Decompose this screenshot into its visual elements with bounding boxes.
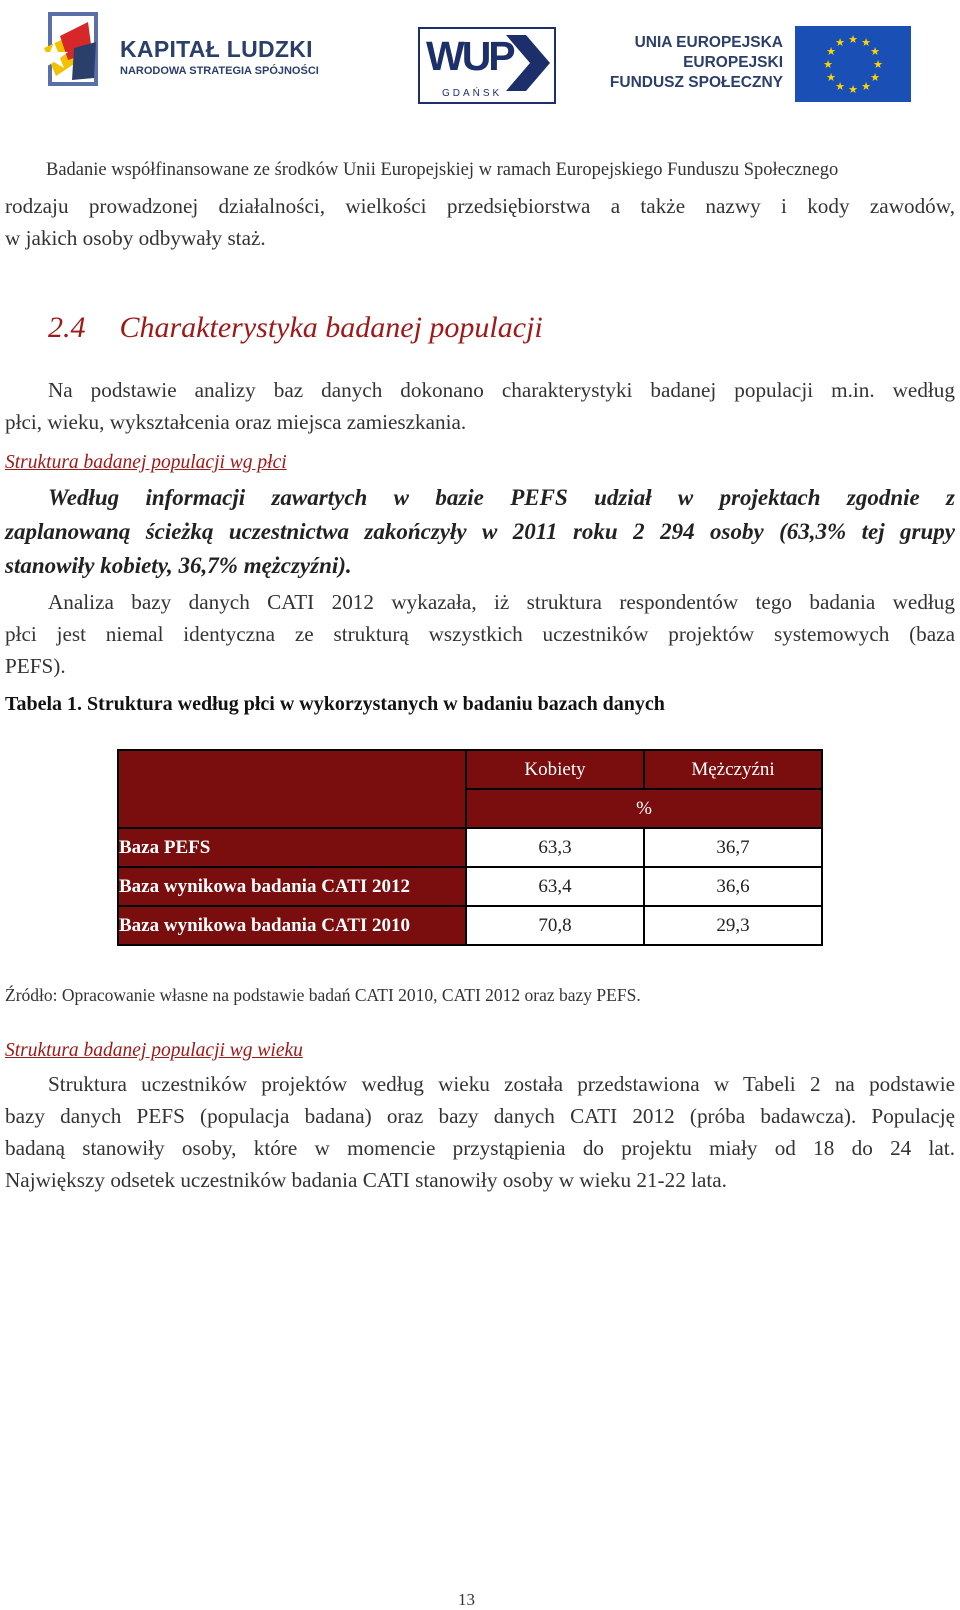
gender-para-line-2: płci jest niemal identyczna ze strukturą wszystkich uczestników projektów systemowych (baza	[5, 622, 955, 646]
section-title: Charakterystyka badanej populacji	[119, 311, 543, 344]
table-cell-men: 29,3	[644, 906, 822, 945]
svg-text:★: ★	[870, 71, 880, 84]
wup-logo-subtitle: GDAŃSK	[442, 88, 503, 99]
eu-logo	[609, 24, 917, 104]
wup-gdansk-logo	[418, 27, 556, 104]
eu-logo-line2: EUROPEJSKI	[683, 54, 783, 71]
svg-text:★: ★	[835, 36, 845, 49]
wup-logo-text: WUP	[426, 33, 513, 79]
table-row-label: Baza wynikowa badania CATI 2010	[118, 906, 466, 945]
table-cell-women: 63,3	[466, 828, 644, 867]
section-heading	[48, 311, 543, 345]
kapital-ludzki-title: KAPITAŁ LUDZKI	[120, 36, 313, 62]
table-source-note: Źródło: Opracowanie własne na podstawie badań CATI 2010, CATI 2012 oraz bazy PEFS.	[5, 985, 641, 1005]
page-number: 13	[458, 1590, 475, 1609]
table-row	[118, 828, 822, 867]
age-para-line-4: Największy odsetek uczestników badania CATI stanowiły osoby w wieku 21-22 lata.	[5, 1168, 727, 1192]
gender-subheading: Struktura badanej populacji wg płci	[5, 452, 287, 473]
eu-flag-icon	[795, 26, 911, 102]
gender-highlight-line-1: Według informacji zawartych w bazie PEFS udział w projektach zgodnie z	[48, 485, 955, 510]
table-corner-cell	[118, 750, 466, 828]
svg-text:★: ★	[835, 80, 845, 93]
svg-text:★: ★	[861, 36, 871, 49]
svg-text:★: ★	[861, 80, 871, 93]
kapital-ludzki-logo	[34, 8, 344, 94]
gender-paragraph	[5, 586, 955, 682]
svg-text:★: ★	[848, 83, 858, 96]
table-row-label: Baza wynikowa badania CATI 2012	[118, 867, 466, 906]
age-subheading: Struktura badanej populacji wg wieku	[5, 1040, 303, 1061]
table-caption: Tabela 1. Struktura według płci w wykorzystanych w badaniu bazach danych	[5, 693, 665, 715]
table-cell-women: 63,4	[466, 867, 644, 906]
eu-logo-line1: UNIA EUROPEJSKA	[634, 34, 783, 51]
eu-logo-line3: FUNDUSZ SPOŁECZNY	[609, 74, 783, 91]
table-header-men: Mężczyźni	[644, 750, 822, 789]
table-row	[118, 906, 822, 945]
gender-highlight-paragraph	[5, 481, 955, 583]
svg-text:★: ★	[870, 45, 880, 58]
intro-paragraph	[5, 190, 955, 254]
section-para-line-2: płci, wieku, wykształcenia oraz miejsca zamieszkania.	[5, 410, 467, 434]
section-para-line-1: Na podstawie analizy baz danych dokonano charakterystyki badanej populacji m.in. według	[48, 378, 955, 402]
kapital-ludzki-subtitle: NARODOWA STRATEGIA SPÓJNOŚCI	[120, 65, 319, 77]
age-para-line-3: badaną stanowiły osoby, które w momencie przystąpienia do projektu miały od 18 do 24 lat.	[5, 1136, 955, 1160]
table-cell-men: 36,6	[644, 867, 822, 906]
wup-arrow-icon	[506, 35, 550, 91]
svg-text:★: ★	[826, 45, 836, 58]
cofinancing-caption: Badanie współfinansowane ze środków Unii Europejskiej w ramach Europejskiego Funduszu Społecznego	[46, 160, 839, 180]
kapital-ludzki-emblem-icon	[34, 8, 114, 94]
intro-line-1: rodzaju prowadzonej działalności, wielkości przedsiębiorstwa a także nazwy i kody zawodów,	[5, 194, 955, 218]
table-unit-cell: %	[466, 789, 822, 828]
table-header-women: Kobiety	[466, 750, 644, 789]
section-number: 2.4	[48, 311, 86, 344]
gender-para-line-3: PEFS).	[5, 654, 66, 678]
svg-text:★: ★	[826, 71, 836, 84]
gender-highlight-line-2: zaplanowaną ścieżką uczestnictwa zakończyły w 2011 roku 2 294 osoby (63,3% tej grupy	[5, 519, 955, 544]
table-header-row	[118, 750, 822, 789]
gender-para-line-1: Analiza bazy danych CATI 2012 wykazała, iż struktura respondentów tego badania według	[48, 590, 955, 614]
section-paragraph	[5, 374, 955, 438]
age-para-line-2: bazy danych PEFS (populacja badana) oraz bazy danych CATI 2012 (próba badawcza). Populację	[5, 1104, 955, 1128]
table-row	[118, 867, 822, 906]
age-paragraph	[5, 1068, 955, 1196]
svg-text:★: ★	[848, 33, 858, 46]
svg-text:★: ★	[823, 58, 833, 71]
table-row-label: Baza PEFS	[118, 828, 466, 867]
age-para-line-1: Struktura uczestników projektów według wieku została przedstawiona w Tabeli 2 na podstawie	[48, 1072, 955, 1096]
svg-text:★: ★	[873, 58, 883, 71]
intro-line-2: w jakich osoby odbywały staż.	[5, 226, 266, 250]
gender-highlight-line-3: stanowiły kobiety, 36,7% mężczyźni).	[5, 553, 352, 578]
table-cell-men: 36,7	[644, 828, 822, 867]
gender-structure-table	[117, 749, 823, 946]
table-cell-women: 70,8	[466, 906, 644, 945]
